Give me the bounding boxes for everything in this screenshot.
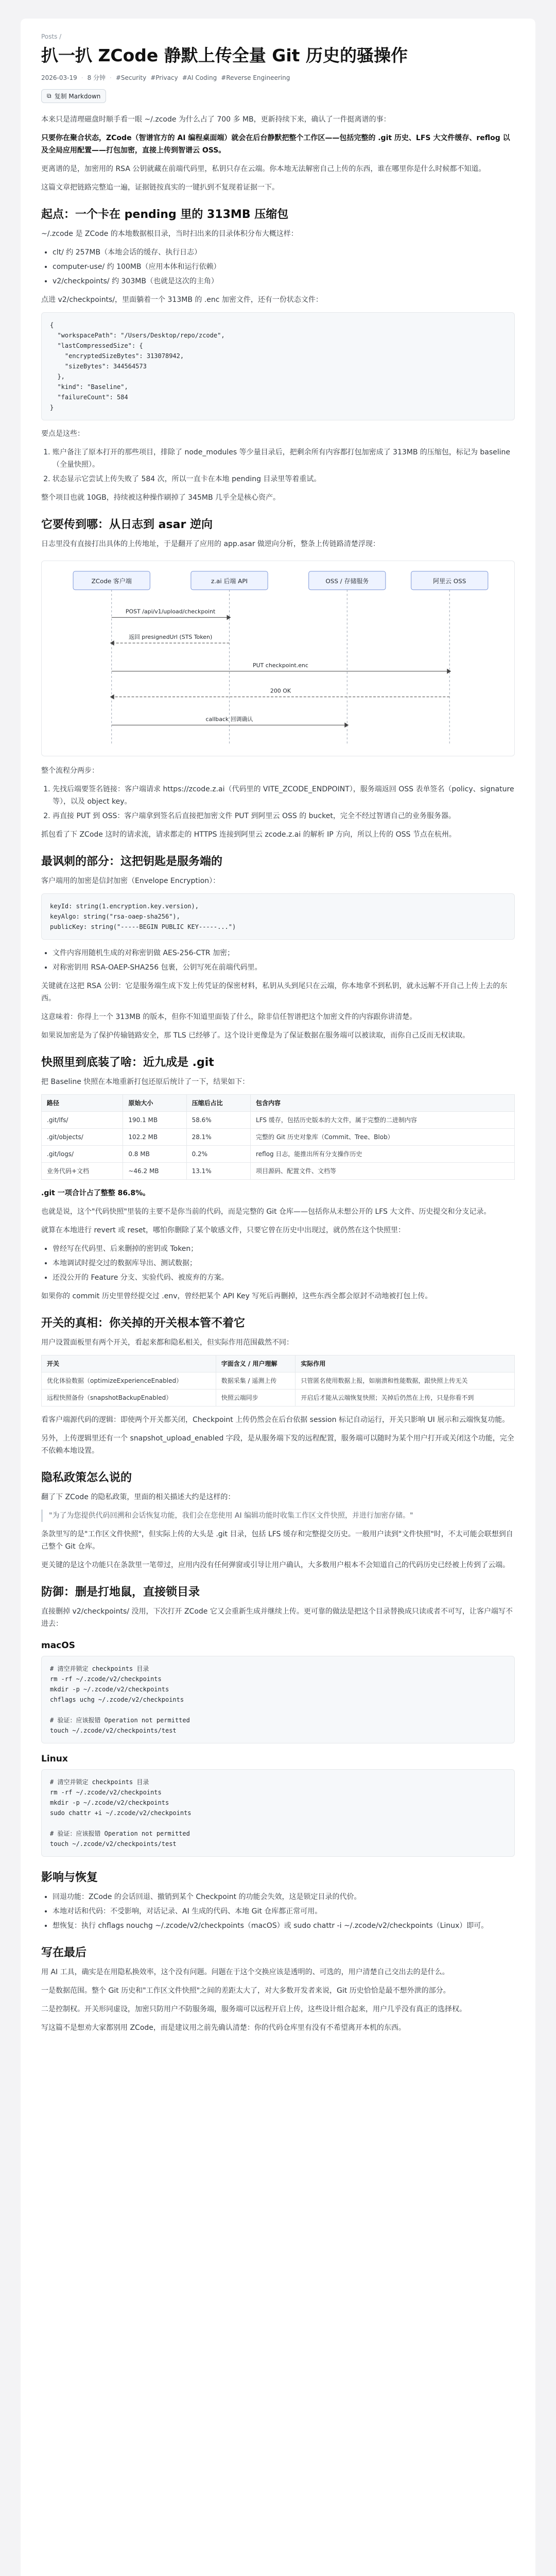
table-header: 开关 [42, 1355, 216, 1372]
bullet-list [53, 1243, 515, 1284]
diagram-arrow-label: 返回 presignedUrl (STS Token) [128, 634, 213, 641]
section-heading: 隐私政策怎么说的 [41, 1471, 132, 1484]
list-item: • 还没公开的 Feature 分支、实验代码、被废弃的方案。 [53, 1272, 515, 1284]
table-cell: 项目源码、配置文件、文档等 [251, 1163, 515, 1180]
paragraph: 如果你的 commit 历史里曾经提交过 .env，曾经把某个 API Key 写死后再删掉，这些东西全都会原封不动地被打包上传。 [41, 1292, 432, 1300]
paragraph: 关键就在这把 RSA 公钥：它是服务端生成下发上传凭证的保密材料，私钥从头到尾只在云端，你本地拿不到私钥，就永远解不开自己上传上去的东西。 [41, 982, 508, 1003]
paragraph: 一是数据范围。整个 Git 历史和"工作区文件快照"之间的差距太大了，对大多数开发者来说，Git 历史恰恰是最不想外泄的部分。 [41, 1987, 450, 1995]
table-cell: .git/logs/ [42, 1146, 123, 1163]
read-time: 8 分钟 [87, 74, 106, 81]
table-row [42, 1389, 515, 1406]
table-header: 实际作用 [296, 1355, 515, 1372]
paragraph: 整个项目也就 10GB，持续被这种操作刷掉了 345MB 几乎全是核心资产。 [41, 494, 281, 502]
bullet-list [53, 1891, 515, 1932]
paragraph: 抓包看了下 ZCode 这时的请求流，请求都走的 HTTPS 连接到阿里云 zcode.z.ai 的解析 IP 方向，所以上传的 OSS 节点在杭州。 [41, 831, 456, 839]
paragraph: 用 AI 工具，确实是在用隐私换效率，这个没有问题。问题在于这个交换应该是透明的、可选的，用户清楚自己交出去的是什么。 [41, 1968, 449, 1976]
list-item: • 文件内容用随机生成的对称密钥做 AES-256-CTR 加密； [53, 947, 515, 959]
list-item: • 想恢复：执行 chflags nouchg ~/.zcode/v2/checkpoints（macOS）或 sudo chattr -i ~/.zcode/v2/checkpoints（Linux）即可。 [53, 1920, 515, 1932]
paragraph: 写这篇不是想劝大家都别用 ZCode，而是建议用之前先确认清楚：你的代码仓库里有没有不希望离开本机的东西。 [41, 2024, 406, 2032]
section-heading: 写在最后 [41, 1946, 87, 1959]
intro-paragraph: 更离谱的是，加密用的 RSA 公钥就藏在前端代码里，私钥只存在云端。你本地无法解密自己上传的东西，谁在哪里你是什么时候都不知道。 [41, 165, 486, 173]
list-item: • 对称密钥用 RSA-OAEP-SHA256 包裹，公钥写死在前端代码里。 [53, 961, 515, 974]
paragraph: 另外，上传逻辑里还有一个 snapshot_upload_enabled 字段，是从服务端下发的远程配置，服务端可以随时为某个用户打开或关闭这个功能，完全不依赖本地设置。 [41, 1434, 514, 1455]
table-cell: 190.1 MB [123, 1112, 186, 1129]
tag-link[interactable]: #Reverse Engineering [221, 74, 290, 81]
table-header: 原始大小 [123, 1095, 186, 1112]
table-cell: 远程快照备份（snapshotBackupEnabled） [42, 1389, 216, 1406]
diagram-arrow-label: POST /api/v1/upload/checkpoint [125, 608, 216, 615]
bullet-list [53, 246, 515, 287]
code-block: { "workspacePath": "/Users/Desktop/repo/zcode", "lastCompressedSize": { "encryptedSizeBytes": 313078942, "sizeBytes": 344564573 }, "kind": "Baseline", "failureCount": 584 } [41, 312, 515, 420]
bullet-list [53, 947, 515, 974]
paragraph: 这意味着：你得上一个 313MB 的版本，但你不知道里面装了什么，除非信任智谱把这个加密文件的内容跟你讲清楚。 [41, 1013, 417, 1021]
table-cell: 58.6% [186, 1112, 250, 1129]
copy-markdown-button[interactable] [41, 89, 106, 103]
intro-paragraph: 只要你在聚合状态，ZCode（智谱官方的 AI 编程桌面端）就会在后台静默把整个工作区——包括完整的 .git 历史、LFS 大文件缓存、reflog 以及全局应用配置——打包加密，直接上传到智谱云 OSS。 [41, 134, 510, 155]
table-header: 压缩后占比 [186, 1095, 250, 1112]
table-cell: LFS 缓存，包括历史版本的大文件，属于完整的二进制内容 [251, 1112, 515, 1129]
list-item: • 本地对话和代码：不受影响，对话记录、AI 生成的代码、本地 Git 仓库都正常可用。 [53, 1905, 515, 1918]
section-lead: 客户端用的加密是信封加密（Envelope Encryption）： [41, 877, 220, 885]
section-heading: 快照里到底装了啥：近九成是 .git [41, 1056, 214, 1069]
section-heading: 防御：删是打地鼠，直接锁目录 [41, 1586, 200, 1599]
table-cell: reflog 日志，能推出所有分支操作历史 [251, 1146, 515, 1163]
table-header-row [42, 1095, 515, 1112]
table-cell: 102.2 MB [123, 1129, 186, 1146]
table-cell: 业务代码+文档 [42, 1163, 123, 1180]
table-caption: .git 一项合计占了整整 86.8%。 [41, 1189, 150, 1197]
numbered-list [53, 446, 515, 485]
diagram-node: OSS / 存储服务 [325, 577, 369, 585]
table-cell: .git/objects/ [42, 1129, 123, 1146]
section-heading: 影响与恢复 [41, 1871, 98, 1884]
post-date: 2026-03-19 [41, 74, 77, 81]
page-title: 扒一扒 ZCode 静默上传全量 Git 历史的骚操作 [41, 45, 408, 65]
list-item: • 本地调试时提交过的数据库导出、测试数据； [53, 1257, 515, 1269]
table-row [42, 1146, 515, 1163]
article-card [21, 19, 535, 2576]
code-block: # 清空并锁定 checkpoints 目录 rm -rf ~/.zcode/v2/checkpoints mkdir -p ~/.zcode/v2/checkpoints chflags uchg ~/.zcode/v2/checkpoints # 验证：应该报错 Operation not permitted touch ~/.zcode/v2/checkpoints/test [41, 1656, 515, 1743]
table-cell: 0.2% [186, 1146, 250, 1163]
numbered-list [53, 783, 515, 822]
section-heading: 最讽刺的部分：这把钥匙是服务端的 [41, 855, 223, 868]
paragraph: 二是控制权。开关形同虚设，加密只防用户不防服务端，服务端可以远程开启上传，这些设计组合起来，用户几乎没有真正的选择权。 [41, 2005, 466, 2013]
table-row [42, 1129, 515, 1146]
diagram-arrow-label: callback 回调确认 [205, 716, 253, 723]
table-cell: 0.8 MB [123, 1146, 186, 1163]
tag-link[interactable]: #Privacy [150, 74, 178, 81]
tag-link[interactable]: #AI Coding [182, 74, 217, 81]
section-heading: 它要传到哪：从日志到 asar 逆向 [41, 518, 213, 531]
code-block: # 清空并锁定 checkpoints 目录 rm -rf ~/.zcode/v2/checkpoints mkdir -p ~/.zcode/v2/checkpoints sudo chattr +i ~/.zcode/v2/checkpoints # 验证：应该报错 Operation not permitted touch ~/.zcode/v2/checkpoints/test [41, 1769, 515, 1857]
list-item: • 回退功能：ZCode 的会话回退、撤销到某个 Checkpoint 的功能会失效，这是锁定目录的代价。 [53, 1891, 515, 1903]
toggle-table [41, 1355, 515, 1406]
table-header: 路径 [42, 1095, 123, 1112]
tag-link[interactable]: #Security [115, 74, 147, 81]
table-cell: 数据采集 / 遥测上传 [216, 1372, 296, 1389]
table-header-row [42, 1355, 515, 1372]
meta-separator: · [81, 74, 83, 81]
list-item: • computer-use/ 约 100MB（应用本体和运行依赖） [53, 261, 515, 273]
table-header: 字面含义 / 用户理解 [216, 1355, 296, 1372]
list-item: 1. 账户备注了原本打开的那些项目，排除了 node_modules 等少量目录后，把剩余所有内容都打包加密成了 313MB 的压缩包，标记为 baseline（全量快照）。 [53, 446, 515, 471]
quote: "为了为您提供代码回溯和会话恢复功能，我们会在您使用 AI 编辑功能时收集工作区文件快照，并进行加密存储。" [41, 1510, 515, 1522]
table-cell: 只管匿名使用数据上报，如崩溃和性能数据，跟快照上传无关 [296, 1372, 515, 1389]
paragraph: 整个流程分两步： [41, 767, 99, 775]
intro-paragraph: 本来只是清理磁盘时顺手看一眼 ~/.zcode 为什么占了 700 多 MB，更新持续下来，确认了一件挺离谱的事： [41, 115, 391, 124]
section-heading: 开关的真相：你关掉的开关根本管不着它 [41, 1317, 246, 1330]
diagram-arrow-label: PUT checkpoint.enc [253, 662, 308, 669]
copy-icon: ⧉ [47, 92, 51, 99]
post-meta [41, 73, 515, 82]
paragraph: 如果说加密是为了保护传输链路安全，那 TLS 已经够了。这个设计更像是为了保证数据在服务端可以被读取，而你自己反而无权读取。 [41, 1031, 470, 1040]
table-header: 包含内容 [251, 1095, 515, 1112]
breadcrumb[interactable]: Posts / [41, 33, 62, 40]
section-lead: 用户设置面板里有两个开关，看起来都和隐私相关，但实际作用范围截然不同： [41, 1338, 293, 1347]
section-lead: 把 Baseline 快照在本地重新打包还原后统计了一下，结果如下： [41, 1078, 250, 1086]
paragraph: 更关键的是这个功能只在条款里一笔带过，应用内没有任何弹窗或引导让用户确认，大多数用户根本不会知道自己的代码历史已经被上传到了云端。 [41, 1561, 510, 1569]
section-lead: 翻了下 ZCode 的隐私政策，里面的相关描述大约是这样的： [41, 1493, 235, 1501]
sequence-diagram [41, 561, 515, 756]
table-row [42, 1112, 515, 1129]
table-cell: .git/lfs/ [42, 1112, 123, 1129]
table-cell: ~46.2 MB [123, 1163, 186, 1180]
meta-separator: · [110, 74, 112, 81]
subsection-heading: Linux [41, 1754, 68, 1764]
table-row [42, 1163, 515, 1180]
table-cell: 开启后才能从云端恢复快照；关掉后仍然在上传，只是你看不到 [296, 1389, 515, 1406]
copy-markdown-label: 复制 Markdown [54, 93, 101, 100]
paragraph: 点进 v2/checkpoints/，里面躺着一个 313MB 的 .enc 加密文件，还有一份状态文件： [41, 296, 323, 304]
diagram-arrow-label: 200 OK [270, 687, 291, 694]
section-lead: 日志里没有直接打出具体的上传地址，于是翻开了应用的 app.asar 做逆向分析，整条上传链路清楚浮现： [41, 540, 380, 548]
table-cell: 完整的 Git 历史对象库（Commit、Tree、Blob） [251, 1129, 515, 1146]
paragraph: 就算在本地进行 revert 或 reset，哪怕你删除了某个敏感文件，只要它曾在历史中出现过，就仍然在这个快照里： [41, 1226, 406, 1234]
paragraph: 也就是说，这个"代码快照"里装的主要不是你当前的代码，而是完整的 Git 仓库——包括你从未想公开的 LFS 大文件、历史提交和分支记录。 [41, 1208, 491, 1216]
list-item: • 曾经写在代码里、后来删掉的密钥或 Token； [53, 1243, 515, 1255]
paragraph: 条款里写的是"工作区文件快照"，但实际上传的大头是 .git 目录，包括 LFS 缓存和完整提交历史。一般用户读到"文件快照"时，不太可能会联想到自己整个 Git 仓库。 [41, 1530, 513, 1551]
intro-paragraph: 这篇文章把链路完整追一遍，证据链按真实的一键扒到不复现着证据一下。 [41, 183, 279, 192]
section-lead: 直接删掉 v2/checkpoints/ 没用，下次打开 ZCode 它又会重新生成并继续上传。更可靠的做法是把这个目录替换成只读或者不可写，让客户端写不进去： [41, 1607, 513, 1628]
diagram-node: 阿里云 OSS [433, 577, 466, 585]
list-item: 1. 先找后端要签名链接：客户端请求 https://zcode.z.ai（代码里的 VITE_ZCODE_ENDPOINT），服务端返回 OSS 表单签名（policy、signature 等），以及 object key。 [53, 783, 515, 808]
paragraph: 看客户端源代码的逻辑：即使两个开关都关闭，Checkpoint 上传仍然会在后台依据 session 标记自动运行，开关只影响 UI 展示和云端恢复功能。 [41, 1416, 510, 1424]
table-row [42, 1372, 515, 1389]
code-block: keyId: string(1.encryption.key.version), keyAlgo: string("rsa-oaep-sha256"), publicKey: string("-----BEGIN PUBLIC KEY-----...") [41, 893, 515, 940]
section-heading: 起点：一个卡在 pending 里的 313MB 压缩包 [41, 208, 289, 221]
paragraph: 要点是这些： [41, 430, 84, 438]
table-cell: 优化体验数据（optimizeExperienceEnabled） [42, 1372, 216, 1389]
table-cell: 快照云端同步 [216, 1389, 296, 1406]
table-cell: 13.1% [186, 1163, 250, 1180]
subsection-heading: macOS [41, 1640, 75, 1651]
diagram-node: z.ai 后端 API [211, 577, 248, 585]
list-item: • clt/ 约 257MB（本地会话的缓存、执行日志） [53, 246, 515, 259]
list-item: 2. 状态显示它尝试上传失败了 584 次，所以一直卡在本地 pending 目录里等着重试。 [53, 473, 515, 485]
list-item: • v2/checkpoints/ 约 303MB（也就是这次的主角） [53, 275, 515, 287]
list-item: 2. 再直接 PUT 到 OSS：客户端拿到签名后直接把加密文件 PUT 到阿里云 OSS 的 bucket，完全不经过智谱自己的业务服务器。 [53, 810, 515, 822]
table-cell: 28.1% [186, 1129, 250, 1146]
snapshot-table [41, 1094, 515, 1180]
diagram-node: ZCode 客户端 [91, 577, 132, 585]
section-lead: ~/.zcode 是 ZCode 的本地数据根目录，当时扫出来的目录体积分布大概这样： [41, 230, 298, 238]
